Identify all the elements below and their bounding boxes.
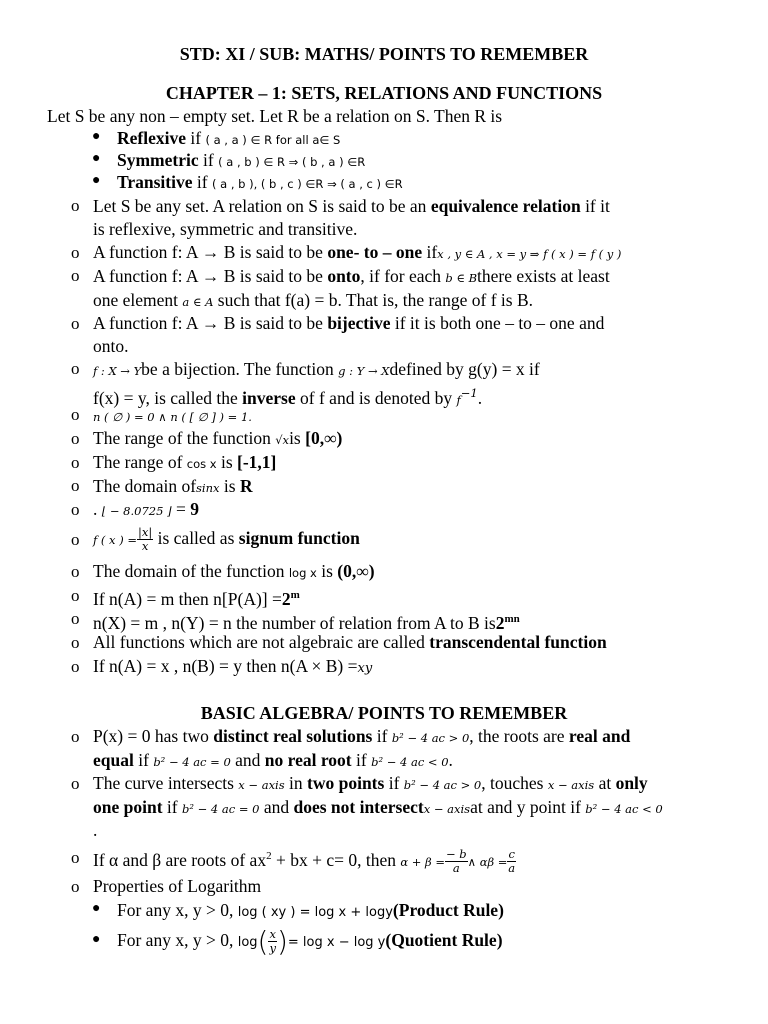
solutions-item (93, 725, 630, 749)
range-sqrt-item (93, 427, 342, 451)
discriminant-math: b² − 4 ac < 0 (585, 802, 663, 816)
circle-bullet-icon: o (71, 243, 80, 262)
curve-item (93, 772, 648, 796)
discriminant-math: b² − 4 ac > 0 (391, 731, 470, 745)
power-value: 2 (281, 588, 291, 609)
text: For any x, y > 0, (117, 900, 238, 920)
relation-count-item (93, 608, 520, 634)
circle-bullet-icon: o (71, 500, 80, 519)
term: real and (568, 726, 631, 746)
bullet-icon: ● (92, 129, 101, 144)
one-one-item (93, 241, 621, 265)
transitive-if: if (196, 172, 208, 192)
text: The domain of (93, 476, 197, 496)
numerator: |x| (137, 525, 153, 540)
text: , touches (481, 773, 548, 793)
text: in (284, 773, 308, 793)
numerator: x (269, 927, 276, 942)
text: + bx + c= 0, then (271, 849, 401, 870)
text: be a bijection. The function (141, 359, 339, 379)
onto-item (93, 265, 610, 289)
floor-item (93, 498, 199, 522)
onto-item-cont (93, 289, 533, 313)
text: f(x) = y, is called the (93, 387, 243, 408)
superscript: 2 (266, 850, 272, 862)
circle-bullet-icon: o (71, 848, 80, 867)
circle-bullet-icon: o (71, 530, 80, 549)
sqrt-math: √x (275, 433, 290, 447)
inverse-item (93, 358, 540, 382)
circle-bullet-icon: o (71, 586, 80, 605)
text: . (477, 387, 483, 408)
text: is called as (153, 528, 239, 548)
discriminant-math: b² − 4 ac > 0 (403, 778, 482, 792)
rule-name: (Quotient Rule) (385, 930, 503, 950)
text: if (422, 242, 438, 262)
text: is (219, 476, 240, 496)
equivalence-term: equivalence relation (430, 196, 581, 216)
signum-item (93, 521, 360, 557)
inverse-term: inverse (242, 387, 296, 408)
domain-sin-item (93, 475, 253, 499)
text: there exists at least (477, 266, 610, 286)
circle-bullet-icon: o (71, 453, 80, 472)
text: The range of (93, 452, 187, 472)
bullet-icon: ● (92, 173, 101, 188)
text: if it (580, 196, 610, 216)
text: n(X) = m , n(Y) = n the number of relation from A to B is (93, 612, 496, 633)
bullet-icon: ● (92, 151, 101, 166)
text: The domain of the function (93, 561, 289, 581)
signum-math: f ( x ) = (93, 533, 137, 547)
reflexive-math: ( a , a ) ∈ R for all a∈ S (205, 133, 341, 147)
text: defined by g(y) = x if (389, 359, 540, 379)
transcendental-item (93, 631, 607, 653)
equivalence-item-cont: is reflexive, symmetric and transitive. (93, 219, 358, 239)
onto-math: b ∈ B (445, 271, 478, 285)
discriminant-math: b² − 4 ac = 0 (153, 755, 231, 769)
term: two points (307, 773, 385, 793)
text: A function f: A → B is said to be (93, 266, 328, 286)
text: If n(A) = m then n[P(A)] = (93, 588, 282, 609)
bijective-item (93, 312, 604, 334)
discriminant-math: b² − 4 ac = 0 (181, 802, 260, 816)
inverse-math: f (456, 392, 461, 407)
circle-bullet-icon: o (71, 266, 80, 285)
denominator: a (508, 861, 516, 876)
cos-math: cos x (186, 457, 217, 471)
axis-math: x − axis (238, 778, 285, 792)
transitive-label: Transitive (117, 172, 193, 192)
signum-term: signum function (238, 528, 360, 548)
circle-bullet-icon: o (71, 562, 80, 581)
roots-item (93, 838, 516, 880)
text: of f and is denoted by (295, 387, 457, 408)
circle-bullet-icon: o (71, 405, 80, 424)
text: at and y point if (470, 797, 586, 817)
domain-value: R (239, 476, 253, 496)
quotient-rule-math: log (237, 935, 258, 950)
text: and (259, 797, 294, 817)
text: at (594, 773, 616, 793)
numerator: c (508, 847, 515, 862)
transitive-math: ( a , b ), ( b , c ) ∈R ⇒ ( a , c ) ∈R (211, 177, 403, 191)
reflexive-label: Reflexive (117, 128, 186, 148)
discriminant-math: b² − 4 ac < 0 (371, 755, 449, 769)
log-math: log x (288, 566, 317, 580)
text: is (216, 452, 238, 472)
numerator: − b (446, 847, 467, 862)
superscript: mn (504, 613, 520, 625)
text: if it is both one – to – one and (390, 313, 605, 333)
text: . (448, 750, 453, 770)
empty-set-math: n ( ∅ ) = 0 ∧ n ( [ ∅ ] ) = 1. (93, 410, 252, 424)
power-set-item (93, 584, 300, 610)
bullet-icon: ● (92, 901, 101, 916)
axis-math: x − axis (547, 778, 595, 792)
term: equal (93, 750, 134, 770)
term: one point (93, 797, 163, 817)
document-title: STD: XI / SUB: MATHS/ POINTS TO REMEMBER (179, 44, 589, 64)
cartesian-math: xy (357, 661, 373, 676)
term: no real root (264, 750, 352, 770)
cartesian-item (93, 655, 372, 680)
floor-math: ⌊ − 8.0725 ⌋ (101, 504, 172, 518)
circle-bullet-icon: o (71, 774, 80, 793)
circle-bullet-icon: o (71, 314, 80, 333)
symmetric-if: if (203, 150, 214, 170)
denominator: y (269, 941, 276, 956)
chapter-heading: CHAPTER – 1: SETS, RELATIONS AND FUNCTIONS (165, 83, 603, 103)
text: If α and β are roots of ax (93, 849, 267, 870)
circle-bullet-icon: o (71, 359, 80, 378)
floor-value: 9 (190, 499, 199, 519)
symmetric-math: ( a , b ) ∈ R ⇒ ( b , a ) ∈R (218, 155, 366, 169)
term: only (615, 773, 648, 793)
axis-math: x − axis (423, 802, 471, 816)
text: The curve intersects (93, 773, 239, 793)
relation-value: 2 (495, 612, 505, 633)
text: All functions which are not algebraic are called (93, 632, 430, 652)
text: if (372, 726, 392, 746)
one-one-term: one- to – one (327, 242, 423, 262)
roots-math: ∧ αβ = (467, 854, 508, 869)
range-value: [0,∞) (305, 428, 343, 448)
left-paren: ( (257, 924, 269, 958)
one-one-math: x , y ∈ A , x = y ⇒ f ( x ) = f ( y ) (437, 247, 622, 261)
text: A function f: A → B is said to be (93, 242, 328, 262)
transcendental-term: transcendental function (429, 632, 607, 652)
bijective-item-cont: onto. (93, 336, 129, 356)
text: . (93, 499, 102, 519)
product-rule-math: log ( xy ) = log x + logy (237, 905, 393, 920)
empty-set-item (93, 404, 252, 428)
symmetric-item (117, 149, 365, 173)
logarithm-item: Properties of Logarithm (93, 876, 262, 896)
text: If n(A) = x , n(B) = y then n(A × B) = (93, 656, 358, 676)
superscript: m (290, 589, 300, 601)
circle-bullet-icon: o (71, 657, 80, 676)
symmetric-label: Symmetric (117, 150, 199, 170)
range-value: [-1,1] (237, 452, 277, 472)
inverse-math: g : Y → X (338, 364, 390, 378)
quotient-fraction (268, 928, 277, 955)
text: is (289, 428, 306, 448)
reflexive-item (117, 127, 340, 151)
onto-math: a ∈ A (182, 295, 214, 309)
denominator: a (452, 861, 460, 876)
inverse-math: f : X → Y (93, 364, 142, 378)
quotient-rule-item (117, 918, 503, 965)
range-cos-item (93, 451, 276, 475)
quotient-rule-math: = log x − log y (287, 935, 386, 950)
circle-bullet-icon: o (71, 196, 80, 215)
right-paren: ) (276, 924, 288, 958)
transitive-item (117, 171, 403, 195)
circle-bullet-icon: o (71, 609, 80, 628)
text: is (316, 561, 338, 581)
circle-bullet-icon: o (71, 633, 80, 652)
text: and (230, 750, 265, 770)
domain-value: (0,∞) (337, 561, 375, 581)
reflexive-if: if (190, 128, 202, 148)
bijective-term: bijective (327, 313, 391, 333)
roots-math: α + β = (400, 854, 445, 869)
log-domain-item (93, 560, 375, 584)
equivalence-item (93, 195, 610, 217)
text: = (171, 499, 191, 519)
curve-item-dot: . (93, 820, 98, 840)
intro-text: Let S be any non – empty set. Let R be a relation on S. Then R is (47, 106, 503, 126)
circle-bullet-icon: o (71, 877, 80, 896)
text: The range of the function (93, 428, 276, 448)
text: Let S be any set. A relation on S is said to be an (93, 196, 431, 216)
circle-bullet-icon: o (71, 476, 80, 495)
text: if (162, 797, 182, 817)
text: one element (93, 290, 183, 310)
text: A function f: A → B is said to be (93, 313, 328, 333)
text: if (384, 773, 404, 793)
term: does not intersect (293, 797, 424, 817)
text: P(x) = 0 has two (93, 726, 214, 746)
sin-math: sinx (196, 481, 220, 495)
text: if (133, 750, 154, 770)
onto-term: onto (327, 266, 361, 286)
circle-bullet-icon: o (71, 429, 80, 448)
solutions-item-cont (93, 749, 453, 773)
curve-item-cont (93, 796, 663, 820)
text: For any x, y > 0, (117, 930, 238, 950)
text: , if for each (360, 266, 446, 286)
circle-bullet-icon: o (71, 727, 80, 746)
text: if (351, 750, 372, 770)
sum-fraction (445, 848, 468, 875)
superscript: −1 (460, 386, 478, 400)
bullet-icon: ● (92, 932, 101, 947)
rule-name: (Product Rule) (392, 900, 504, 920)
term: distinct real solutions (213, 726, 373, 746)
text: such that f(a) = b. That is, the range of f is B. (213, 290, 534, 310)
product-fraction (507, 848, 515, 875)
algebra-heading: BASIC ALGEBRA/ POINTS TO REMEMBER (200, 703, 568, 723)
signum-fraction (137, 526, 153, 553)
text: , the roots are (469, 726, 569, 746)
denominator: x (141, 539, 149, 554)
